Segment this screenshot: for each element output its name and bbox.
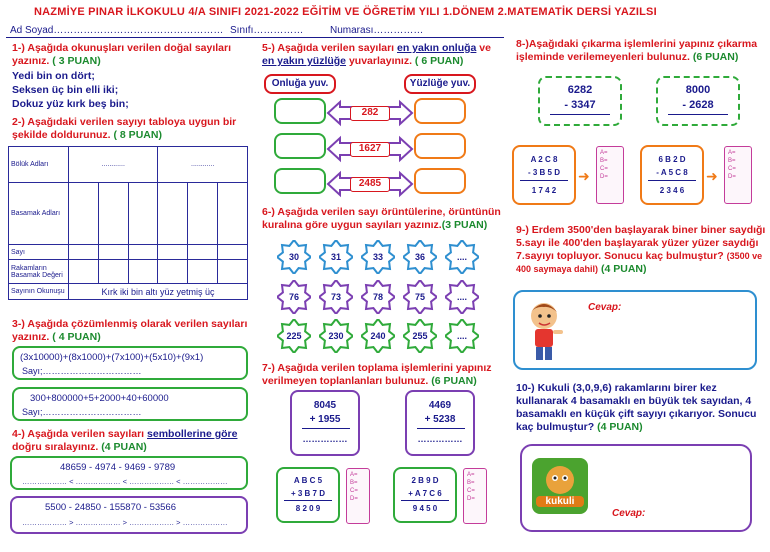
q5-answer-right[interactable] xyxy=(414,168,466,194)
pattern-star xyxy=(277,240,311,274)
pattern-star xyxy=(403,240,437,274)
q7-op3-line xyxy=(284,500,332,501)
cell-blank[interactable] xyxy=(69,260,99,284)
choice-b: B= xyxy=(350,480,358,486)
choice-c: C= xyxy=(600,166,608,172)
arrow-icon: ➜ xyxy=(706,168,718,184)
row-label: Bölük Adları xyxy=(9,147,69,183)
q9-text: 9-) Erdem 3500'den başlayarak biner biner saydığı 5.sayı ile 400'den başlayarak yüzer yüzer saydığı 7.sayıyı topluyor. Sonucu kaç bulmuştur? (3500 ve 400 saymaya dahil) (4 PUAN) xyxy=(516,224,766,275)
q7-answer-sheet-4[interactable] xyxy=(463,468,487,524)
pattern-value: .... xyxy=(456,252,467,262)
q10-text: 10-) Kukuli (3,0,9,6) rakamlarını birer kez kullanarak 4 basamaklı en büyük tek sayıdan, 4 basamaklı en küçük çift sayıyı çıkarıyor. Sonucu kaç bulmuştur? (4 PUAN) xyxy=(516,382,757,433)
pattern-value: 33 xyxy=(372,252,383,262)
cell-blank[interactable] xyxy=(188,260,218,284)
q3-title: 3-) Aşağıda çözümlenmiş olarak verilen sayıları yazınız. ( 4 PUAN) xyxy=(12,318,248,343)
cell-blank[interactable] xyxy=(98,183,128,245)
pattern-value: .... xyxy=(456,292,467,302)
q7-op4-result: 9 4 5 0 xyxy=(412,504,438,513)
q8-op4-bottom: - A 5 C 8 xyxy=(656,168,688,177)
q2-title: 2-) Aşağıdaki verilen sayıyı tabloya uygun bir şekilde doldurunuz. ( 8 PUAN) xyxy=(12,116,237,141)
pattern-star xyxy=(361,280,395,314)
q8-op2-bottom: - 2628 xyxy=(682,99,714,111)
pattern-star xyxy=(361,319,395,353)
class-field[interactable]: Sınıfı…………… xyxy=(230,25,304,36)
q8-op3-result: 1 7 4 2 xyxy=(531,186,557,195)
q8-answer-sheet-3[interactable] xyxy=(596,146,624,204)
pattern-value: 230 xyxy=(328,331,344,341)
q7-op1-bottom: + 1955 xyxy=(309,414,341,425)
cell-blank[interactable] xyxy=(158,260,188,284)
cell-blank[interactable] xyxy=(218,245,248,260)
q7-op2-top: 4469 xyxy=(428,400,452,411)
q7-op2-bottom: + 5238 xyxy=(424,414,456,425)
pattern-star xyxy=(277,280,311,314)
q5-answer-left[interactable] xyxy=(274,168,326,194)
q7-op1-top: 8045 xyxy=(313,400,337,411)
pattern-value: 78 xyxy=(372,292,383,302)
q3-answer-1[interactable]: Sayı;…………………………… xyxy=(22,366,142,376)
pattern-value: 73 xyxy=(330,292,341,302)
pattern-value: 255 xyxy=(412,331,428,341)
pattern-star[interactable] xyxy=(445,319,479,353)
choice-d: D= xyxy=(728,174,736,180)
q3-expr-2: 300+800000+5+2000+40+60000 xyxy=(30,393,169,404)
q8-op4-line xyxy=(648,180,696,181)
arrow-icon: ➜ xyxy=(578,168,590,184)
q5-num: 2485 xyxy=(350,177,390,192)
q5-title: 5-) Aşağıda verilen sayıları en yakın onluğa ve en yakın yüzlüğe yuvarlayınız. ( 6 PUAN) xyxy=(262,42,491,67)
q7-op4-top: 2 B 9 D xyxy=(411,476,439,485)
choice-b: B= xyxy=(728,158,736,164)
pattern-star xyxy=(361,240,395,274)
cell-blank[interactable]: ............ xyxy=(158,147,248,183)
q1-item: Yedi bin on dört; xyxy=(12,70,95,82)
cell-blank[interactable] xyxy=(128,183,158,245)
pattern-star xyxy=(403,319,437,353)
q4-blanks-2[interactable]: ……………… > ……………… > ……………… > ……………… xyxy=(22,518,228,527)
choice-d: D= xyxy=(350,496,358,502)
q8-op4-result: 2 3 4 6 xyxy=(659,186,685,195)
q7-title: 7-) Aşağıda verilen toplama işlemlerini yapınız verilmeyen toplanlanları bulunuz. (6 PUAN) xyxy=(262,362,492,387)
reading-cell: Kırk iki bin altı yüz yetmiş üç xyxy=(69,284,248,300)
choice-c: C= xyxy=(728,166,736,172)
q8-op1-line xyxy=(550,114,610,115)
pattern-star xyxy=(319,240,353,274)
number-field[interactable]: Numarası…………… xyxy=(330,25,424,36)
q9-answer-label: Cevap: xyxy=(588,302,622,313)
pattern-value: 75 xyxy=(414,292,425,302)
cell-blank[interactable] xyxy=(218,183,248,245)
cell-blank[interactable] xyxy=(128,260,158,284)
q8-op2-top: 8000 xyxy=(685,84,711,96)
boy-character-icon xyxy=(520,296,570,366)
pattern-star xyxy=(277,319,311,353)
pattern-star[interactable] xyxy=(445,240,479,274)
q1-item: Seksen üç bin elli iki; xyxy=(12,84,119,96)
pattern-value: 36 xyxy=(414,252,425,262)
pattern-value: .... xyxy=(456,331,467,341)
row-label: Rakamların Basamak Değeri xyxy=(9,260,69,284)
row-label: Sayının Okunuşu xyxy=(9,284,69,300)
choice-d: D= xyxy=(467,496,475,502)
choice-b: B= xyxy=(600,158,608,164)
choice-b: B= xyxy=(467,480,475,486)
q1-title: 1-) Aşağıda okunuşları verilen doğal sayıları yazınız. ( 3 PUAN) xyxy=(12,42,232,67)
cell-blank[interactable] xyxy=(98,245,128,260)
pattern-value: 31 xyxy=(330,252,341,262)
q7-op3-bottom: + 3 B 7 D xyxy=(290,489,325,498)
place-value-table xyxy=(8,146,248,300)
q7-op3-result: 8 2 0 9 xyxy=(295,504,321,513)
cell-blank[interactable] xyxy=(69,183,99,245)
pattern-value: 225 xyxy=(286,331,302,341)
choice-d: D= xyxy=(600,174,608,180)
q8-op4-top: 6 B 2 D xyxy=(658,155,686,164)
cell-blank[interactable] xyxy=(188,245,218,260)
cell-blank[interactable] xyxy=(158,183,188,245)
q4-row-2: 5500 - 24850 - 155870 - 53566 xyxy=(45,502,176,513)
q5-right-label: Yüzlüğe yuv. xyxy=(404,74,476,94)
row-label: Basamak Adları xyxy=(9,183,69,245)
cell-blank[interactable] xyxy=(188,183,218,245)
pattern-star[interactable] xyxy=(445,280,479,314)
q8-op3-line xyxy=(520,180,568,181)
q7-op3-top: A B C 5 xyxy=(293,476,323,485)
q4-blanks-1[interactable]: ……………… < ……………… < ……………… < ……………… xyxy=(22,477,228,486)
q7-answer-sheet-3[interactable] xyxy=(346,468,370,524)
q8-answer-sheet-4[interactable] xyxy=(724,146,752,204)
choice-c: C= xyxy=(350,488,358,494)
q7-op4-line xyxy=(401,500,449,501)
cell-blank[interactable] xyxy=(128,245,158,260)
choice-a: A= xyxy=(350,472,358,478)
q8-op3-bottom: - 3 B 5 D xyxy=(527,168,560,177)
q10-answer-label: Cevap: xyxy=(612,508,646,519)
pattern-value: 76 xyxy=(288,292,299,302)
name-field[interactable]: Ad Soyad…………………………………………… xyxy=(10,25,224,36)
choice-a: A= xyxy=(600,150,608,156)
q3-answer-2[interactable]: Sayı;…………………………… xyxy=(22,407,142,417)
choice-a: A= xyxy=(728,150,736,156)
cell-blank[interactable] xyxy=(69,245,99,260)
kukuli-logo-text: kukuli xyxy=(536,496,584,507)
page-title: NAZMİYE PINAR İLKOKULU 4/A SINIFI 2021-2022 EĞİTİM VE ÖĞRETİM YILI 1.DÖNEM 2.MATEMATİK DERSİ YAZILSI xyxy=(34,6,657,18)
q4-title: 4-) Aşağıda verilen sayıları sembollerine göre doğru sıralayınız. (4 PUAN) xyxy=(12,428,238,453)
q5-num: 282 xyxy=(350,106,390,121)
pattern-star xyxy=(403,280,437,314)
q4-row-1: 48659 - 4974 - 9469 - 9789 xyxy=(60,462,176,473)
choice-a: A= xyxy=(467,472,475,478)
q5-answer-left[interactable] xyxy=(274,133,326,159)
q8-op3-top: A 2 C 8 xyxy=(530,155,558,164)
q8-op1-top: 6282 xyxy=(567,84,593,96)
pattern-value: 30 xyxy=(288,252,299,262)
q8-op2-line xyxy=(668,114,728,115)
q7-op2-answer[interactable]: …………… xyxy=(417,434,463,444)
choice-c: C= xyxy=(467,488,475,494)
cell-blank[interactable] xyxy=(98,260,128,284)
q7-op1-line xyxy=(302,428,350,429)
q5-answer-right[interactable] xyxy=(414,98,466,124)
q7-op2-line xyxy=(417,428,465,429)
cell-blank[interactable] xyxy=(158,245,188,260)
q5-left-label: Onluğa yuv. xyxy=(264,74,336,94)
kukuli-logo xyxy=(532,458,588,514)
q3-expr-1: (3x10000)+(8x1000)+(7x100)+(5x10)+(9x1) xyxy=(20,352,204,363)
q5-num: 1627 xyxy=(350,142,390,157)
q7-op1-answer[interactable]: …………… xyxy=(302,434,348,444)
q5-answer-left[interactable] xyxy=(274,98,326,124)
q6-title: 6-) Aşağıda verilen sayı örüntülerine, örüntünün kuralına göre uygun sayıları yazınız.(3 PUAN) xyxy=(262,206,501,231)
q7-op4-bottom: + A 7 C 6 xyxy=(408,489,442,498)
cell-blank[interactable] xyxy=(218,260,248,284)
q1-item: Dokuz yüz kırk beş bin; xyxy=(12,98,129,110)
pattern-star xyxy=(319,280,353,314)
pattern-value: 240 xyxy=(370,331,386,341)
cell-blank[interactable]: ............ xyxy=(69,147,158,183)
q8-title: 8-)Aşağıdaki çıkarma işlemlerini yapınız çıkarma işleminde verilemeyenleri bulunuz. (6 PUAN) xyxy=(516,38,758,63)
q5-answer-right[interactable] xyxy=(414,133,466,159)
row-label: Sayı xyxy=(9,245,69,260)
q8-op1-bottom: - 3347 xyxy=(564,99,596,111)
pattern-star xyxy=(319,319,353,353)
header-divider xyxy=(6,37,504,38)
